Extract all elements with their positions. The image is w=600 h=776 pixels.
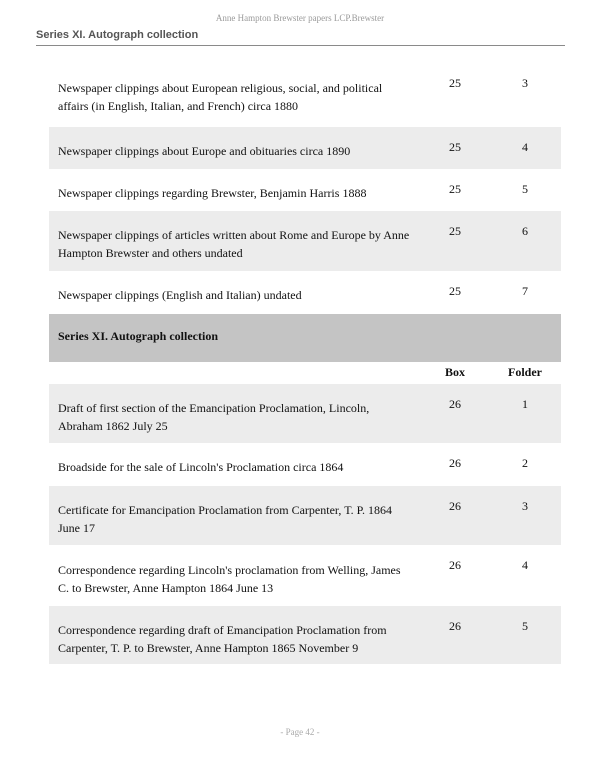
item-description: Newspaper clippings about European religious, social, and political affairs (in English, Italian, and French) circa 1880 <box>58 81 383 113</box>
box-number: 25 <box>449 284 461 298</box>
box-number: 25 <box>449 140 461 154</box>
box-number: 25 <box>449 224 461 238</box>
item-description: Draft of first section of the Emancipation Proclamation, Lincoln, Abraham 1862 July 25 <box>58 401 370 433</box>
item-description: Newspaper clippings about Europe and obituaries circa 1890 <box>58 144 351 158</box>
folder-number: 1 <box>522 397 528 411</box>
table-row <box>49 443 561 486</box>
document-meta-header: Anne Hampton Brewster papers LCP.Brewster <box>215 13 385 23</box>
folder-number: 7 <box>522 284 528 298</box>
page-number: - Page 42 - <box>280 727 320 737</box>
item-description: Newspaper clippings of articles written about Rome and Europe by Anne Hampton Brewster and others undated <box>58 228 410 260</box>
folder-number: 5 <box>522 619 528 633</box>
table-row <box>49 606 561 664</box>
container-list <box>49 63 561 664</box>
column-header-folder: Folder <box>508 365 542 379</box>
series-heading-band <box>49 314 561 362</box>
header-divider <box>36 45 565 46</box>
box-number: 26 <box>449 558 461 572</box>
running-header: Series XI. Autograph collection <box>36 29 199 41</box>
folder-number: 4 <box>522 558 528 572</box>
box-number: 25 <box>449 76 461 90</box>
folder-number: 4 <box>522 140 528 154</box>
item-description: Correspondence regarding draft of Emancipation Proclamation from Carpenter, T. P. to Brewster, Anne Hampton 1865 November 9 <box>58 623 387 655</box>
column-header-box: Box <box>444 365 465 379</box>
folder-number: 3 <box>522 499 528 513</box>
item-description: Correspondence regarding Lincoln's proclamation from Welling, James C. to Brewster, Anne Hampton 1864 June 13 <box>58 563 401 595</box>
item-description: Broadside for the sale of Lincoln's Proclamation circa 1864 <box>58 460 344 474</box>
box-number: 26 <box>449 397 461 411</box>
table-row <box>49 545 561 606</box>
table-row <box>49 211 561 271</box>
column-headers <box>49 362 561 384</box>
item-description: Certificate for Emancipation Proclamation from Carpenter, T. P. 1864 June 17 <box>58 503 392 535</box>
table-row <box>49 486 561 545</box>
folder-number: 2 <box>522 456 528 470</box>
folder-number: 6 <box>522 224 528 238</box>
table-row <box>49 384 561 443</box>
table-row <box>49 63 561 127</box>
item-description: Newspaper clippings (English and Italian) undated <box>58 288 302 302</box>
table-row <box>49 127 561 169</box>
series-title: Series XI. Autograph collection <box>58 329 218 343</box>
table-row <box>49 271 561 314</box>
box-number: 25 <box>449 182 461 196</box>
folder-number: 5 <box>522 182 528 196</box>
folder-number: 3 <box>522 76 528 90</box>
box-number: 26 <box>449 499 461 513</box>
box-number: 26 <box>449 456 461 470</box>
box-number: 26 <box>449 619 461 633</box>
item-description: Newspaper clippings regarding Brewster, Benjamin Harris 1888 <box>58 186 367 200</box>
table-row <box>49 169 561 211</box>
